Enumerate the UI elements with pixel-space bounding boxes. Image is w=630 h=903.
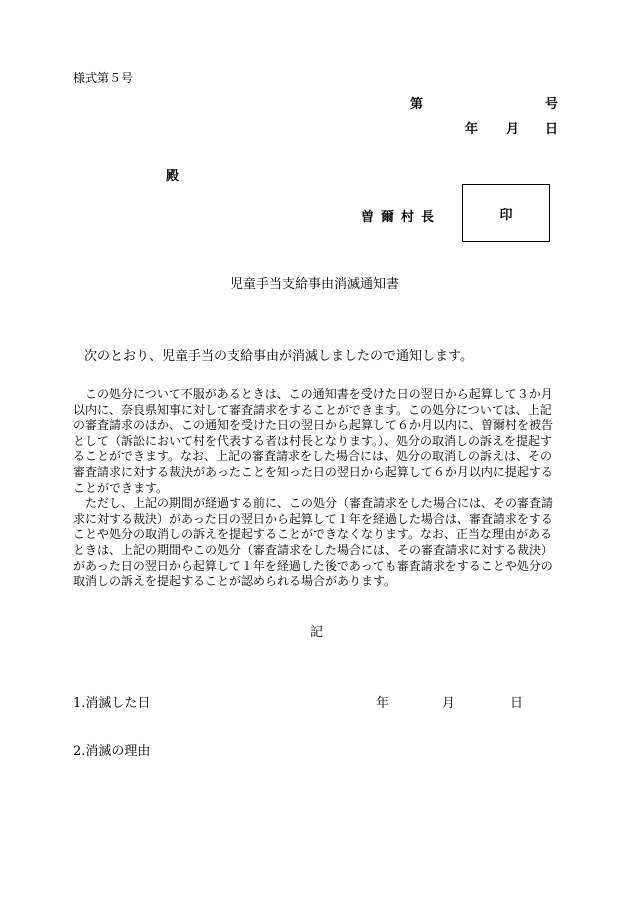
- item1-year-label: 年: [376, 696, 390, 711]
- appeal-paragraph-1: この処分について不服があるときは、この通知書を受けた日の翌日から起算して３か月以内に、奈良県知事に対して審査請求をすることができます。この処分については、上記の審査請求のほか、この通知を受けた日の翌日から起算して６か月以内に、曽爾村を被告として（訴訟において村を代表する者は村長となります。）、処分の取消しの訴えを提起することができます。なお、上記の審査請求をした場合には、処分の取消しの訴えは、その審査請求に対する裁決があったことを知った日の翌日から起算して６か月以内に提起することができます。: [73, 387, 554, 495]
- document-title: 児童手当支給事由消滅通知書: [230, 277, 400, 292]
- item2-label: 2.消滅の理由: [73, 744, 151, 759]
- notice-text: 次のとおり、児童手当の支給事由が消滅しましたので通知します。: [84, 349, 473, 364]
- item1-month-label: 月: [442, 696, 456, 711]
- appeal-paragraph-2: ただし、上記の期間が経過する前に、この処分（審査請求をした場合には、その審査請求に対する裁決）があった日の翌日から起算して１年を経過した場合は、審査請求をすることや処分の取消しの訴えを提起することができなくなります。なお、正当な理由があるときは、上記の期間やこの処分（審査請求をした場合には、その審査請求に対する裁決）があった日の翌日から起算して１年を経過した後であっても審査請求をすることや処分の取消しの訴えを提起することが認められる場合があります。: [73, 496, 554, 589]
- number-suffix: 号: [545, 97, 559, 112]
- seal-box: [462, 184, 550, 242]
- seal-label: 印: [499, 207, 513, 223]
- addressee-honorific: 殿: [166, 169, 180, 184]
- form-number: 様式第５号: [73, 71, 134, 85]
- date-day-label: 日: [545, 122, 559, 137]
- number-prefix: 第: [410, 97, 424, 112]
- item1-label: 1.消滅した日: [73, 696, 151, 711]
- ki-heading: 記: [310, 625, 324, 640]
- mayor-title: 曽爾村長: [361, 210, 442, 225]
- item1-day-label: 日: [510, 696, 524, 711]
- appeal-instructions: [73, 387, 557, 590]
- date-month-label: 月: [506, 122, 520, 137]
- date-year-label: 年: [465, 122, 479, 137]
